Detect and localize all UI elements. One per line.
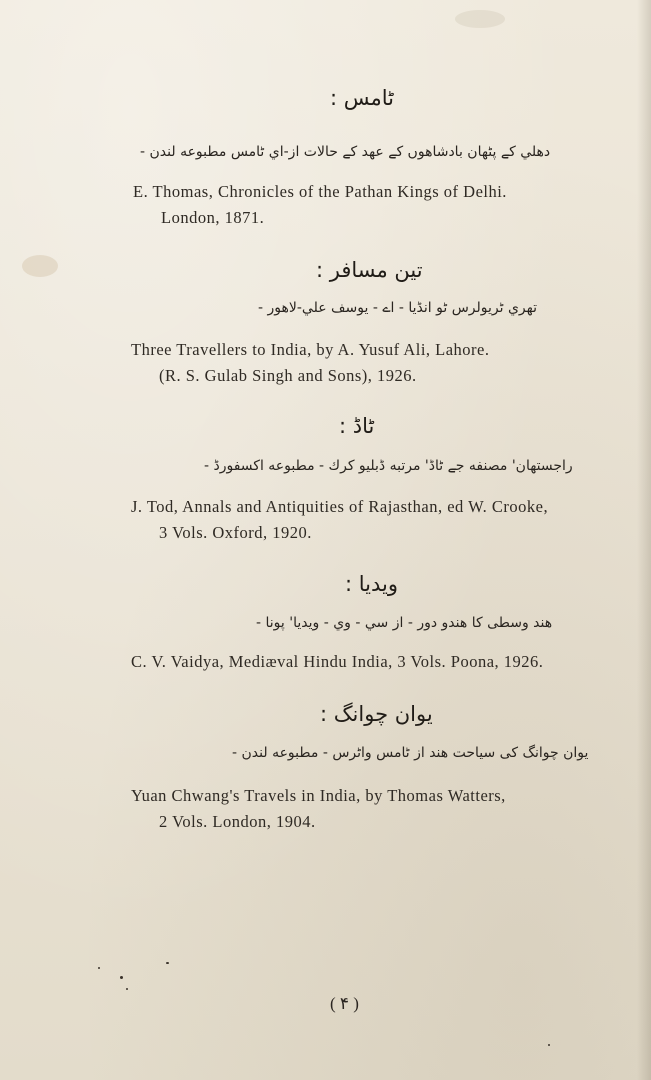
entry-heading: ويديا : [345, 572, 399, 596]
page-edge-shadow [637, 0, 651, 1080]
entry-citation-line: Yuan Chwang's Travels in India, by Thomas Watters, [131, 786, 506, 805]
entry-citation-line: (R. S. Gulab Singh and Sons), 1926. [159, 366, 417, 385]
entry-urdu-text: دهلي كے پٹهان بادشاهوں كے عهد كے حالات از-اي ٹامس مطبوعه لندن - [140, 144, 551, 160]
ink-speck [98, 967, 100, 969]
entry-urdu-text: راجستهان' مصنفه جے ٹاڈ' مرتبه ڈبليو كرك - مطبوعه اكسفورڈ - [204, 458, 573, 474]
entry-citation-line: 3 Vols. Oxford, 1920. [159, 523, 312, 542]
ink-speck [126, 988, 128, 990]
entry-heading: ٹاڈ : [339, 414, 375, 438]
entry-urdu-text: يوان چوانگ كى سياحت هند از ٹامس واٹرس - مطبوعه لندن - [232, 745, 589, 761]
paper-stain [22, 255, 58, 277]
entry-citation-line: 2 Vols. London, 1904. [159, 812, 316, 831]
ink-speck [120, 976, 123, 979]
entry-citation-line: Three Travellers to India, by A. Yusuf Ali, Lahore. [131, 340, 490, 359]
entry-citation-line: London, 1871. [161, 208, 265, 227]
entry-urdu-text: هند وسطى كا هندو دور - از سي - وي - ويديا' پونا - [256, 615, 553, 631]
entry-heading: تين مسافر : [316, 258, 423, 282]
ink-speck [548, 1044, 550, 1046]
entry-citation-line: C. V. Vaidya, Mediæval Hindu India, 3 Vols. Poona, 1926. [131, 652, 544, 671]
entry-heading: ٹامس : [330, 86, 395, 110]
entry-heading: يوان چوانگ : [320, 702, 433, 726]
paper-stain [455, 10, 505, 28]
entry-urdu-text: تهري ٹريولرس ٹو انڈيا - اے - يوسف علي-لاهور - [258, 300, 538, 316]
page-number: ( ۴ ) [330, 994, 359, 1013]
entry-citation-line: J. Tod, Annals and Antiquities of Rajasthan, ed W. Crooke, [131, 497, 549, 516]
entry-citation-line: E. Thomas, Chronicles of the Pathan Kings of Delhi. [133, 182, 507, 201]
ink-speck [166, 962, 169, 964]
